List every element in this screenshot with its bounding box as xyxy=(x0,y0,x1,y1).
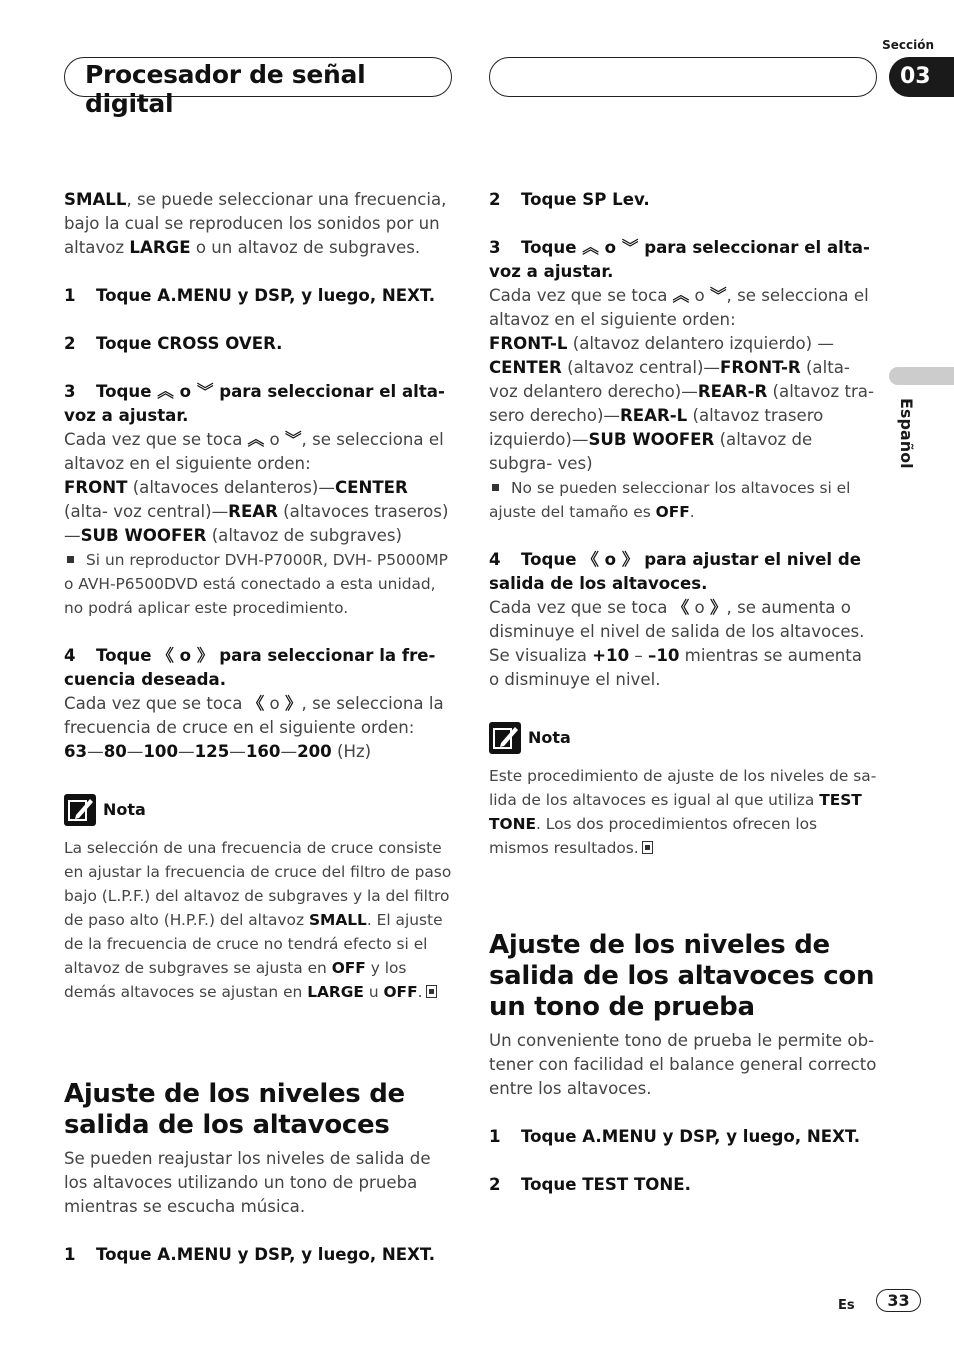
step-1-levels: 1 Toque A.MENU y DSP, y luego, NEXT. xyxy=(64,1245,436,1264)
left-arrow-icon: 《 xyxy=(247,694,265,713)
note-header xyxy=(489,722,877,754)
intro-paragraph xyxy=(64,188,452,260)
step-3-speaker-desc: Cada vez que se toca ︽ o ︾, se selecciona el altavoz en el siguiente orden: xyxy=(489,286,869,329)
term-large: LARGE xyxy=(129,238,191,257)
step-3-desc: Cada vez que se toca ︽ o ︾, se selecciona el altavoz en el siguiente orden: xyxy=(64,430,444,473)
right-arrow-icon: 》 xyxy=(196,646,214,665)
up-arrow-icon: ︽ xyxy=(672,286,690,305)
section-desc-testtone: Un conveniente tono de prueba le permite ob- tener con facilidad el balance general correcto entre los altavoces. xyxy=(489,1031,877,1098)
up-arrow-icon: ︽ xyxy=(582,238,599,257)
bullet-icon xyxy=(492,484,499,491)
header-empty-pill xyxy=(489,57,877,97)
note-label: Nota xyxy=(528,728,571,747)
bullet-icon xyxy=(67,556,74,563)
note-pencil-icon xyxy=(64,794,96,826)
right-column xyxy=(489,188,877,1197)
page-number: 33 xyxy=(876,1289,921,1312)
right-arrow-icon: 》 xyxy=(709,598,727,617)
header-title-pill xyxy=(64,57,452,118)
down-arrow-icon: ︾ xyxy=(284,430,302,449)
bullet-note: Si un reproductor DVH-P7000R, DVH- P5000MP o AVH-P6500DVD está conectado a esta unidad, no podrá aplicar este procedimiento. xyxy=(64,551,448,617)
left-arrow-icon: 《 xyxy=(582,550,599,569)
end-mark-icon xyxy=(426,985,437,998)
language-tab-label: Español xyxy=(897,398,916,469)
section-label: Sección xyxy=(882,38,934,52)
step-4-level-desc: Cada vez que se toca 《 o 》, se aumenta o disminuye el nivel de salida de los altavoces. Se visualiza +10 – –10 mientras se aumenta o disminuye el nivel. xyxy=(489,598,865,689)
intro-text: , se puede seleccionar una frecuencia, bajo la cual se reproducen los sonidos por un altavoz xyxy=(64,190,447,257)
up-arrow-icon: ︽ xyxy=(247,430,265,449)
language-tab-marker xyxy=(889,367,954,385)
left-column xyxy=(64,188,452,1267)
section-heading-levels: Ajuste de los niveles de salida de los altavoces xyxy=(64,1079,405,1140)
footer-language: Es xyxy=(838,1298,855,1313)
note-text: La selección de una frecuencia de cruce consiste en ajustar la frecuencia de cruce del filtro de paso bajo (L.P.F.) del altavoz de subgraves y la del filtro de paso alto (H.P.F.) del altavoz SMALL. El ajuste de la frecuencia de cruce no tendrá efecto si el altavoz de subgraves se ajusta en OFF y los demás altavoces se ajustan en LARGE u OFF. xyxy=(64,839,452,1001)
term-small: SMALL xyxy=(64,190,127,209)
speaker-order: FRONT (altavoces delanteros)—CENTER (alta- voz central)—REAR (altavoces traseros) —SUB WOOFER (altavoz de subgraves) xyxy=(64,478,449,545)
left-arrow-icon: 《 xyxy=(157,646,174,665)
page-title: Procesador de señal digital xyxy=(85,60,366,118)
right-arrow-icon: 》 xyxy=(621,550,639,569)
step-1: 1 Toque A.MENU y DSP, y luego, NEXT. xyxy=(64,286,436,305)
down-arrow-icon: ︾ xyxy=(709,286,727,305)
step-3-speaker: 3 Toque ︽ o ︾ para seleccionar el alta- voz a ajustar. xyxy=(489,238,870,281)
step-2: 2 Toque CROSS OVER. xyxy=(64,334,283,353)
intro-tail: o un altavoz de subgraves. xyxy=(190,238,421,257)
step-2-splev: 2 Toque SP Lev. xyxy=(489,190,650,209)
note-pencil-icon xyxy=(489,722,521,754)
down-arrow-icon: ︾ xyxy=(196,382,214,401)
down-arrow-icon: ︾ xyxy=(621,238,639,257)
step-3: 3 Toque ︽ o ︾ para seleccionar el alta- voz a ajustar. xyxy=(64,382,445,425)
note-text-testtone: Este procedimiento de ajuste de los niveles de sa- lida de los altavoces es igual al que utiliza TEST TONE. Los dos procedimientos ofrecen los mismos resultados. xyxy=(489,767,877,857)
step-4-desc: Cada vez que se toca 《 o 》, se selecciona la frecuencia de cruce en el siguiente orden: xyxy=(64,694,444,737)
step-4: 4 Toque 《 o 》 para seleccionar la fre- cuencia deseada. xyxy=(64,646,436,689)
step-1-testtone: 1 Toque A.MENU y DSP, y luego, NEXT. xyxy=(489,1127,861,1146)
section-heading-testtone: Ajuste de los niveles de salida de los altavoces con un tono de prueba xyxy=(489,930,875,1022)
right-arrow-icon: 》 xyxy=(284,694,302,713)
step-4-level: 4 Toque 《 o 》 para ajustar el nivel de salida de los altavoces. xyxy=(489,550,861,593)
end-mark-icon xyxy=(642,841,653,854)
note-header xyxy=(64,794,452,826)
speaker-order-levels: FRONT-L (altavoz delantero izquierdo) —CENTER (altavoz central)—FRONT-R (alta- voz delantero derecho)—REAR-R (altavoz tra- sero derecho)—REAR-L (altavoz trasero izquierdo)—SUB WOOFER (altavoz de subgra- ves) xyxy=(489,334,874,473)
frequency-list: 63—80—100—125—160—200 (Hz) xyxy=(64,742,372,761)
section-number: 03 xyxy=(889,57,954,97)
up-arrow-icon: ︽ xyxy=(157,382,174,401)
note-label: Nota xyxy=(103,800,146,819)
left-arrow-icon: 《 xyxy=(672,598,690,617)
step-2-testtone: 2 Toque TEST TONE. xyxy=(489,1175,691,1194)
bullet-note-off: No se pueden seleccionar los altavoces si el ajuste del tamaño es OFF. xyxy=(489,479,851,521)
section-desc-levels: Se pueden reajustar los niveles de salida de los altavoces utilizando un tono de prueba mientras se escucha música. xyxy=(64,1149,431,1216)
